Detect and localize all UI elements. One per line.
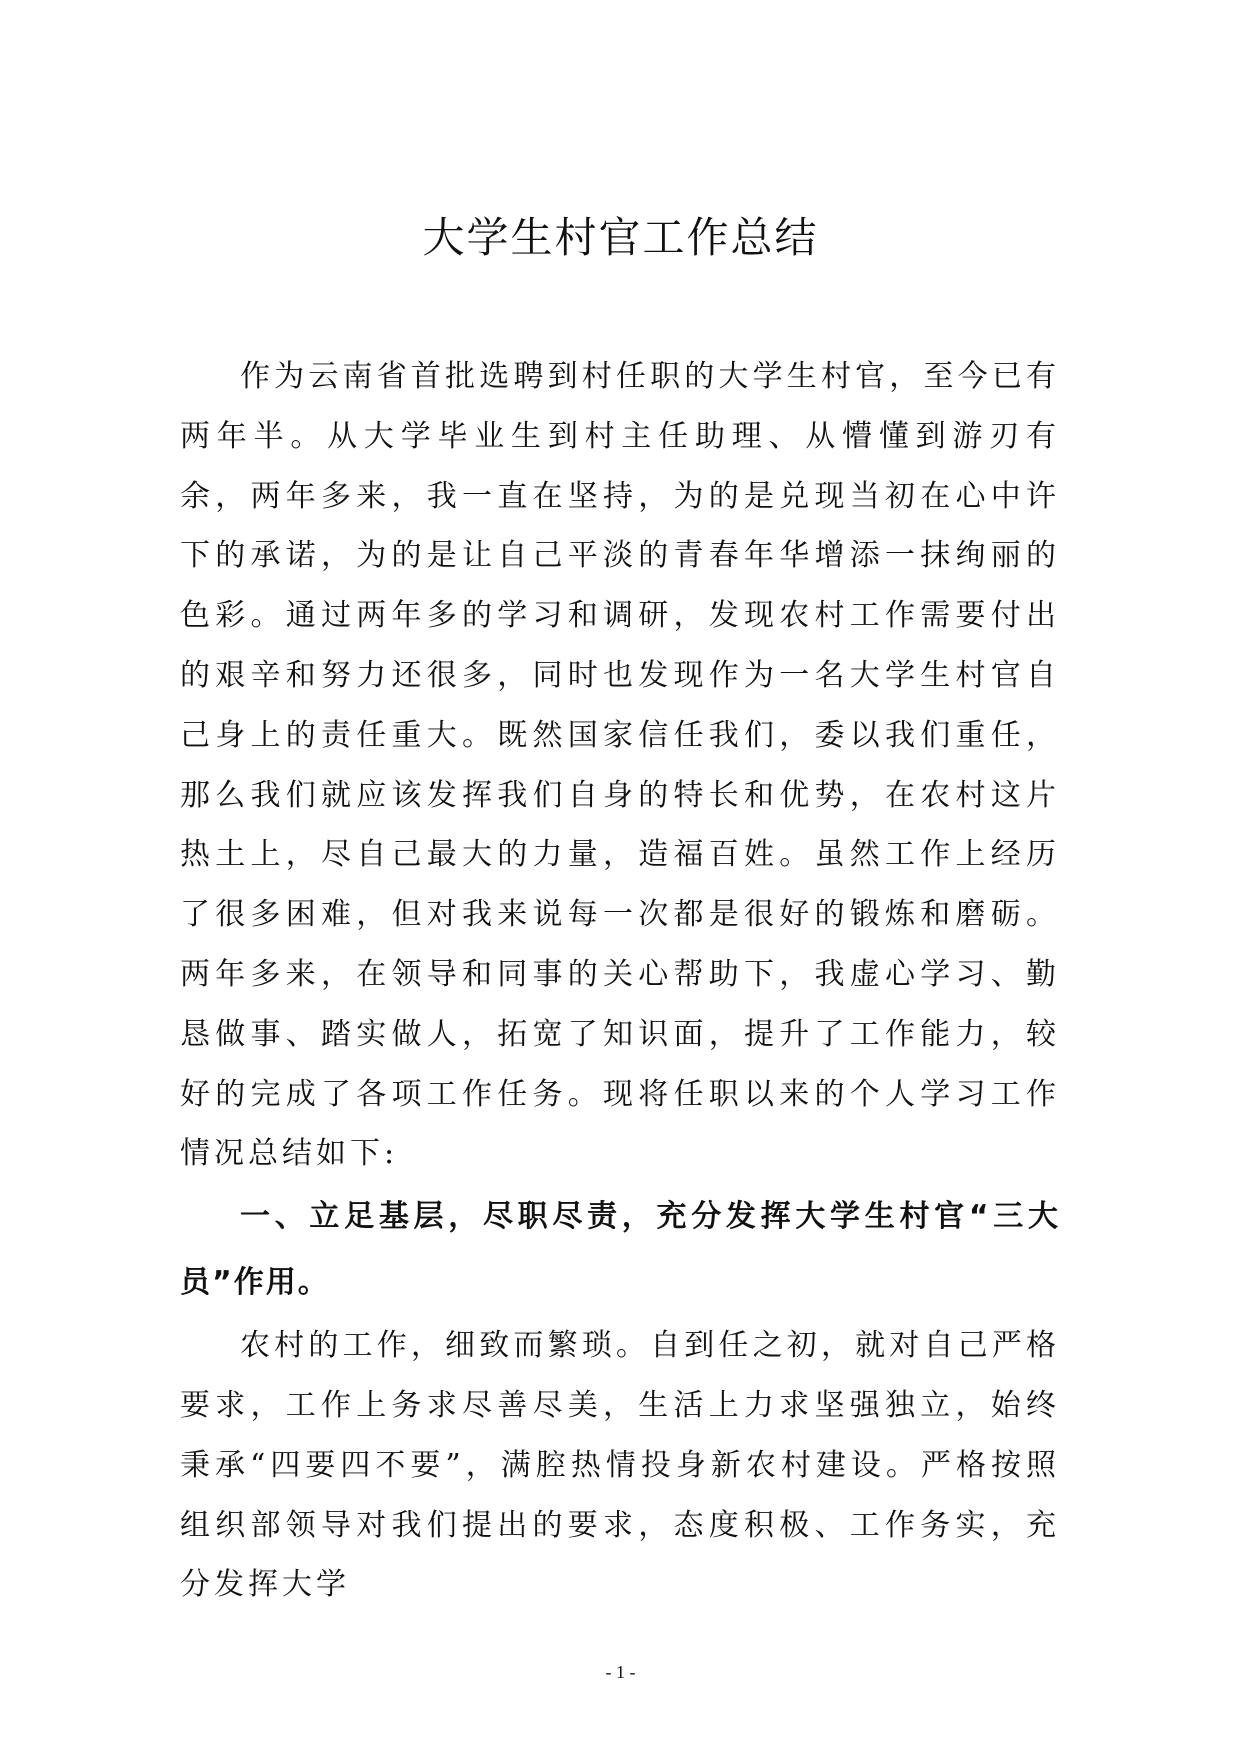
intro-paragraph: 作为云南省首批选聘到村任职的大学生村官，至今已有两年半。从大学毕业生到村主任助理、从懵懂到游刃有余，两年多来，我一直在坚持，为的是兑现当初在心中许下的承诺，为的是让自己平淡的青春年华增添一抹绚丽的色彩。通过两年多的学习和调研，发现农村工作需要付出的艰辛和努力还很多，同时也发现作为一名大学生村官自己身上的责任重大。既然国家信任我们，委以我们重任，那么我们就应该发挥我们自身的特长和优势，在农村这片热土上，尽自己最大的力量，造福百姓。虽然工作上经历了很多困难，但对我来说每一次都是很好的锻炼和磨砺。两年多来，在领导和同事的关心帮助下，我虚心学习、勤恳做事、踏实做人，拓宽了知识面，提升了工作能力，较好的完成了各项工作任务。现将任职以来的个人学习工作情况总结如下:	[180, 359, 1060, 1172]
document-title: 大学生村官工作总结	[422, 213, 819, 262]
section-heading-1: 一、立足基层，尽职尽责，充分发挥大学生村官“三大员”作用。	[180, 1199, 1060, 1301]
section-1-paragraph: 农村的工作，细致而繁琐。自到任之初，就对自己严格要求，工作上务求尽善尽美，生活上力求坚强独立，始终秉承“四要四不要”，满腔热情投身新农村建设。严格按照组织部领导对我们提出的要求，态度积极、工作务实，充分发挥大学	[180, 1328, 1060, 1603]
document-body	[180, 347, 1060, 1615]
page-number: - 1 -	[605, 1662, 636, 1682]
